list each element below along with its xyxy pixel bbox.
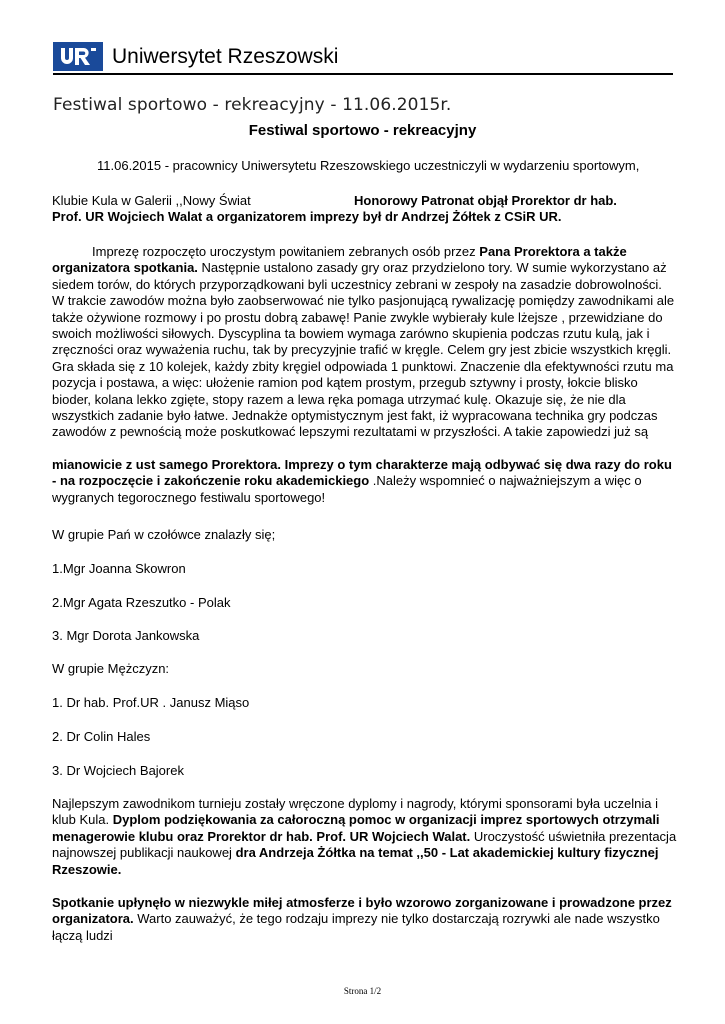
university-name: Uniwersytet Rzeszowski [112, 45, 339, 68]
p1-lead: Imprezę rozpoczęto uroczystym powitaniem zebranych osób przez [92, 244, 480, 259]
page-title: Festiwal sportowo - rekreacyjny - 11.06.2015r. [53, 95, 452, 115]
p4-bold: Spotkanie upłynęło w niezwykle miłej atmosferze i było wzorowo zorganizowane i prowadzone przez organizatora. [52, 895, 672, 927]
men-label: W grupie Mężczyzn: [52, 661, 170, 676]
venue-paragraph [52, 193, 677, 226]
university-logo [53, 42, 103, 71]
body-paragraph-1 [52, 244, 677, 441]
intro-paragraph: 11.06.2015 - pracownicy Uniwersytetu Rzeszowskiego uczestniczyli w wydarzeniu sportowym, [97, 158, 640, 173]
article-title: Festiwal sportowo - rekreacyjny [248, 122, 477, 139]
p1-bold: Pana Prorektora a także organizatora spotkania. [52, 244, 627, 276]
p3-bold-1: Dyplom podziękowania za całoroczną pomoc w organizacji imprez sportowych otrzymali menagerowie klubu oraz Prorektor dr hab. Prof. UR Wojciech Walat. [52, 812, 660, 844]
page-number: Strona 1/2 [343, 986, 382, 996]
header-divider [53, 73, 673, 75]
women-place-3: 3. Mgr Dorota Jankowska [52, 628, 200, 643]
women-place-1: 1.Mgr Joanna Skowron [52, 561, 186, 576]
men-place-1: 1. Dr hab. Prof.UR . Janusz Miąso [52, 695, 250, 710]
patron-text: Honorowy Patronat objął Prorektor dr hab. [354, 193, 617, 208]
p3-bold-2: dra Andrzeja Żółtka na temat ,,50 - Lat akademickiej kultury fizycznej Rzeszowie. [52, 845, 659, 877]
men-place-3: 3. Dr Wojciech Bajorek [52, 763, 184, 778]
p2-bold: mianowicie z ust samego Prorektora. Imprezy o tym charakterze mają odbywać się dwa razy do roku - na rozpoczęcie i zakończenie roku akademickiego [52, 457, 672, 489]
venue-text: Klubie Kula w Galerii ,,Nowy Świat [52, 193, 251, 208]
women-label: W grupie Pań w czołówce znalazły się; [52, 527, 276, 542]
organizer-text: Prof. UR Wojciech Walat a organizatorem imprezy był dr Andrzej Żółtek z CSiR UR. [52, 209, 562, 225]
p2-plain: .Należy wspomnieć o najważniejszym a więc o wygranych tegorocznego festiwalu sportowego! [52, 473, 642, 505]
body-paragraph-4 [52, 895, 677, 944]
body-paragraph-3 [52, 796, 677, 878]
women-place-2: 2.Mgr Agata Rzeszutko - Polak [52, 595, 231, 610]
p4-plain: Warto zauważyć, że tego rodzaju imprezy nie tylko dostarczają rozrywki ale nade wszystko łączą ludzi [52, 911, 660, 943]
men-place-2: 2. Dr Colin Hales [52, 729, 151, 744]
p1-body: Następnie ustalono zasady gry oraz przydzielono tory. W sumie wykorzystano aż siedem torów, do których przyporządkowani byli uczestnicy zebrani w zespoły na zasadzie dobrowolności. W trakcie zawodów można było zaobserwować nie tylko pasjonującą rywalizację pomiędzy zawodnikami ale także ożywione rozmowy i po prostu dobrą zabawę! Panie zwykle wybierały kule lżejsze , przewidziane do swoich możliwości siłowych. Dyscyplina ta bowiem wymaga zarówno skupienia podczas rzutu kulą, jak i zręczności oraz wyważenia ruchu, tak by precyzyjnie trafić w kręgle. Celem gry jest zbicie wszystkich kręgli. Gra składa się z 10 kolejek, każdy zbity kręgiel odpowiada 1 punktowi. Znaczenie dla efektywności rzutu ma pozycja i postawa, a więc: ułożenie ramion pod kątem prostym, przegub sztywny i prosty, łokcie blisko bioder, kolana lekko zgięte, stopy razem a lewa ręka pomaga utrzymać kulę. Okazuje się, że nie dla wszystkich zadanie było łatwe. Jednakże optymistycznym jest fakt, iż wypracowana technika gry podczas zawodów z pewnością może poskutkować lepszymi rezultatami w przyszłości. A takie zapowiedzi już są [52, 260, 675, 440]
p3-plain-2: Uroczystość uświetniła prezentacja najnowszej publikacji naukowej [52, 828, 677, 861]
body-paragraph-2 [52, 457, 677, 506]
ur-logo-icon [53, 42, 103, 71]
p3-plain-1: Najlepszym zawodnikom turnieju zostały wręczone dyplomy i nagrody, którymi sponsorami była uczelnia i klub Kula. [52, 796, 658, 828]
